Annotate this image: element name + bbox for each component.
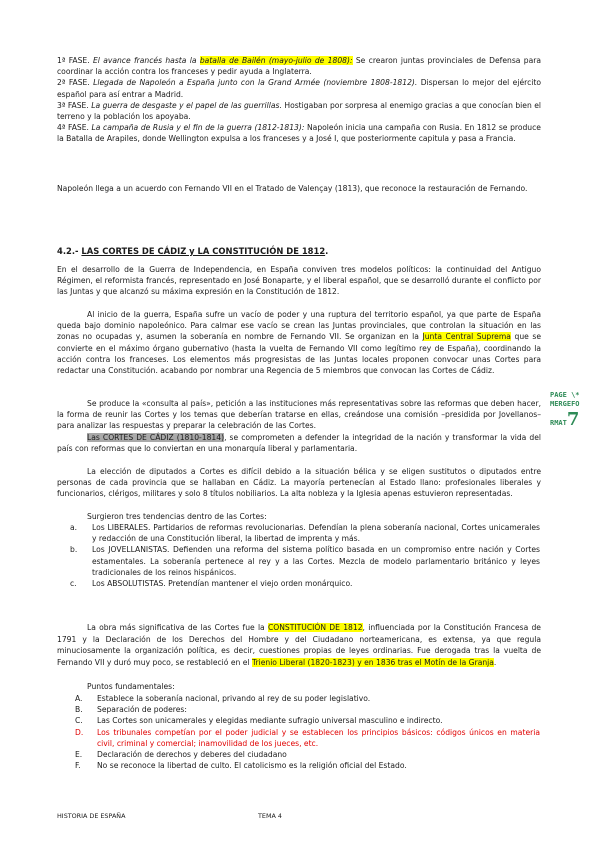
- fase-2-text: Dispersan lo mejor del ejército español para así entrar a Madrid.: [57, 78, 541, 99]
- tendencia-text: Los JOVELLANISTAS. Defienden una reforma del sistema político basada en un compromiso entre nación y Cortes estamentales. La soberanía pertenece al rey y a las Cortes. Mezcla de modelo parlamentario británico y leyes tradicionales de los reinos hispánicos.: [92, 545, 540, 577]
- fases-block: [57, 55, 541, 145]
- fase-1-highlight: batalla de Bailén (mayo-julio de 1808):: [199, 56, 353, 65]
- paragraph-juntas: [57, 309, 541, 376]
- punto-text: Establece la soberanía nacional, privando al rey de su poder legislativo.: [97, 694, 371, 703]
- paragraph-consulta: Se produce la «consulta al país», petición a las instituciones más representativas sobre las reformas que deben hacer, la forma de reunir las Cortes y los temas que deberían tratarse en ellas, creándose una comisión –presidida por Jovellanos– para analizar las respuestas y preparar la celebración de las Cortes.: [57, 399, 541, 431]
- fase-4-text: Napoleón inicia una campaña con Rusia. En 1812 se produce la Batalla de Arapiles, donde Wellington expulsa a los franceses y a José I, que posteriormente capitula y pasa a Francia.: [57, 123, 541, 144]
- punto-marker: A.: [75, 694, 83, 703]
- punto-marker: D.: [75, 727, 84, 737]
- tendencia-item: [70, 578, 540, 589]
- puntos-list: [75, 693, 540, 771]
- tendencia-text: Los LIBERALES. Partidarios de reformas revolucionarias. Defendían la plena soberanía nacional, Cortes unicamerales y redacción de una Constitución liberal, la libertad de imprenta y más.: [92, 523, 540, 544]
- paragraph-juntas-a: Al inicio de la guerra, España sufre un vacío de poder y una ruptura del territorio español, ya que parte de España queda bajo dominio napoleónico. Para calmar ese vacío se crean las Juntas provinciales, que controlan la situación en las zonas no ocupadas y, asumen la soberanía en nombre de Fernando VII. Se organizan en la: [57, 310, 541, 342]
- tendencia-item: [70, 544, 540, 578]
- tendencias-list: [70, 522, 540, 589]
- punto-text: Separación de poderes:: [97, 705, 187, 715]
- fase-3-title: La guerra de desgaste y el papel de las guerrillas.: [91, 100, 282, 110]
- junta-central-highlight: Junta Central Suprema: [422, 332, 511, 342]
- tendencia-marker: a.: [70, 523, 78, 532]
- fase-1: [57, 56, 541, 76]
- tendencia-item: [70, 522, 540, 544]
- page-field-line3: RMAT: [550, 419, 567, 427]
- fase-3-text: Hostigaban por sorpresa al enemigo gracias a que conocían bien el terreno y la población los apoyaba.: [57, 100, 541, 122]
- puntos-label: Puntos fundamentales:: [87, 682, 175, 691]
- fase-3: [57, 101, 541, 121]
- fase-4: [57, 123, 541, 143]
- paragraph-constitucion: [57, 622, 541, 668]
- constitucion-text-c: .: [493, 657, 497, 667]
- paragraph-diputados: La elección de diputados a Cortes es difícil debido a la situación bélica y se eligen sustitutos o diputados entre personas de cada provincia que se hallaban en Cádiz. La mayoría pertenecían al Estado llano: profesionales liberales y funcionarios, clérigos, militares y solo 8 títulos nobiliarios. La alta nobleza y la Iglesia apenas estuvieron representadas.: [57, 467, 541, 499]
- punto-text: Las Cortes son unicamerales y elegidas mediante sufragio universal masculino e indirecto.: [97, 716, 443, 726]
- footer-center: TEMA 4: [258, 812, 282, 820]
- punto-item: [75, 704, 540, 715]
- punto-marker: F.: [75, 761, 81, 771]
- paragraph-intro: En el desarrollo de la Guerra de Independencia, en España conviven tres modelos políticos: la continuidad del Antiguo Régimen, el reformista francés, representado en José Bonaparte, y el liberal español, que se desarrolló durante el conflicto por las Juntas y que alcanzó su máxima expresión en la Constitución de 1812.: [57, 265, 541, 297]
- paragraph-cortes: [57, 432, 541, 454]
- punto-marker: E.: [75, 750, 83, 760]
- fase-4-title: La campaña de Rusia y el fin de la guerra (1812-1813):: [91, 123, 305, 133]
- fase-3-label: 3ª FASE.: [57, 100, 89, 110]
- punto-text: Los tribunales competían por el poder judicial y se establecen los principios básicos: códigos únicos en materia civil, criminal y comercial; inamovilidad de los jueces, etc.: [97, 727, 540, 748]
- fase-1-label: 1ª FASE.: [57, 56, 90, 65]
- punto-item: [75, 693, 540, 704]
- paragraph-juntas-b: que se convierte en el máximo órgano gubernativo (hasta la vuelta de Fernando VII como legítimo rey de España), coordinando la acción contra los franceses. Los elementos más progresistas de las Juntas locales proponen convocar unas Cortes para redactar una Constitución. acabando por nombrar una Regencia de 5 miembros que convocan las Cortes de Cádiz.: [57, 332, 541, 376]
- fase-1-title: El avance francés hasta la: [92, 56, 197, 65]
- valencay-paragraph: Napoleón llega a un acuerdo con Fernando VII en el Tratado de Valençay (1813), que reconoce la restauración de Fernando.: [57, 184, 528, 193]
- paragraph-tendencias: Surgieron tres tendencias dentro de las Cortes:: [87, 512, 267, 521]
- fase-2: [57, 78, 541, 98]
- punto-item: [75, 727, 540, 749]
- punto-text: Declaración de derechos y deberes del ciudadano: [97, 750, 287, 760]
- constitucion-text-a: La obra más significativa de las Cortes fue la: [87, 623, 265, 632]
- fase-4-label: 4ª FASE.: [57, 123, 89, 133]
- fase-1-text: Se crearon juntas provinciales de Defensa para coordinar la acción contra los franceses y pedir ayuda a Inglaterra.: [57, 56, 541, 77]
- constitucion-text-b: , influenciada por la Constitución Francesa de 1791 y la Declaración de los Derechos del Hombre y del Ciudadano norteamericana, es extensa, ya que regula minuciosamente la organización política, es decir, cuestiones propias de leyes ordinarias. Fue derogada tras la vuelta de Fernando VII y duró muy poco, se restableció en el: [57, 623, 541, 667]
- punto-marker: B.: [75, 705, 83, 715]
- footer-left: HISTORIA DE ESPAÑA: [57, 812, 126, 820]
- trienio-liberal-highlight: Trienio Liberal (1820-1823) y en 1836 tras el Motín de la Granja: [251, 657, 494, 667]
- section-number: 4.2.-: [57, 246, 79, 256]
- section-heading: [57, 246, 328, 256]
- fase-2-label: 2ª FASE.: [57, 78, 90, 88]
- cortes-cadiz-highlight: Las CORTES DE CÁDIZ (1810-1814): [87, 433, 225, 442]
- punto-marker: C.: [75, 716, 83, 726]
- tendencia-marker: c.: [70, 579, 77, 589]
- fase-2-title: Llegada de Napoleón a España junto con la Grand Armée (noviembre 1808-1812).: [93, 78, 418, 88]
- section-title-dot: .: [325, 246, 329, 256]
- tendencia-marker: b.: [70, 545, 78, 555]
- page-field-note: [550, 391, 598, 430]
- punto-text: No se reconoce la libertad de culto. El catolicismo es la religión oficial del Estado.: [97, 761, 407, 771]
- page-number: 7: [566, 409, 580, 430]
- constitucion-1812-highlight: CONSTITUCIÓN DE 1812: [267, 623, 363, 632]
- punto-item: [75, 715, 540, 726]
- tendencia-text: Los ABSOLUTISTAS. Pretendían mantener el viejo orden monárquico.: [92, 579, 353, 589]
- punto-item: [75, 749, 540, 760]
- page-field-line1: PAGE \*: [550, 391, 580, 399]
- paragraph-cortes-text: , se comprometen a defender la integridad de la nación y transformar la vida del país con reformas que lo conviertan en una monarquía liberal y parlamentaria.: [57, 433, 541, 454]
- punto-item: [75, 760, 540, 771]
- section-title: LAS CORTES DE CÁDIZ y LA CONSTITUCIÓN DE 1812: [81, 246, 326, 256]
- page-field-line2: MERGEFO: [550, 400, 580, 408]
